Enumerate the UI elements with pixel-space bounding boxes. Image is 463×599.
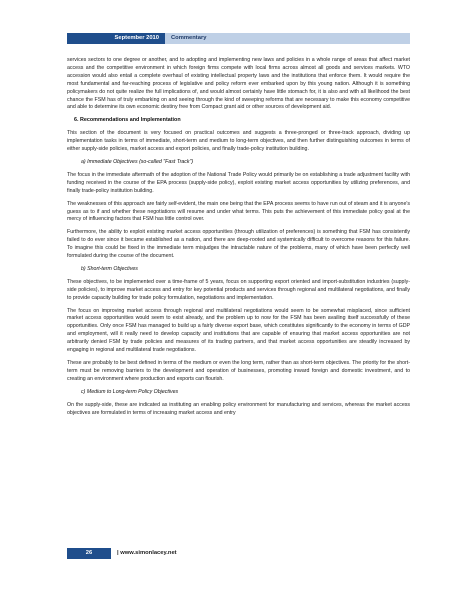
paragraph: On the supply-side, these are indicated as instituting an enabling policy environment for manufacturing and services, whereas the market access objectives are formulated in terms of increasing market access and entry: [67, 401, 410, 416]
header-date: September 2010: [67, 33, 165, 44]
header-section-title: Commentary: [171, 35, 207, 41]
subsection-heading: a) Immediate Objectives (so-called "Fast Track"): [81, 158, 194, 165]
page-footer: [67, 548, 410, 559]
document-body: [67, 57, 410, 422]
paragraph: services sectors to one degree or another, and to adopting and implementing new laws and policies in a whole range of areas that affect market access and the competitive environment in which foreign firms compete with local firms across almost all goods and services markets. WTO accession would also entail a complete overhaul of existing intellectual property laws and the institutions that enforce them. It would require the most fundamental and far-reaching process of legislative and policy reform ever embarked upon by this young nation. Although it is something policymakers do not quite realize the full implications of, and would almost certainly have little stomach for, it is also and with all likelihood the best chance the FSM has of truly embarking on and seeing through the kind of sweeping reforms that are necessary to make this economy competitive and able to determine its own economic destiny free from Compact grant aid or other sources of development aid.: [67, 57, 410, 111]
paragraph: The focus on improving market access through regional and multilateral negotiations would seem to be somewhat misplaced, since sufficient market access opportunities would seem to exist already, and the problem up to now for the FSM has been availing itself successfully of these opportunities. Only once FSM has managed to build up a fairly diverse export base, which constitutes significantly to the economy in terms of GDP and employment, will it really need to develop capacity and institutions that are capable of ensuring that market access opportunities are not arbitrarily denied FSM by trade policies and measures of its trading partners, and that market access opportunities are steadily increased by engaging in regional and multilateral trade negotiations.: [67, 307, 410, 354]
page-header: [67, 33, 410, 44]
section-heading: 6. Recommendations and Implementation: [74, 117, 181, 124]
subsection-heading: b) Short-term Objectives: [81, 265, 138, 272]
page-number: 26: [67, 548, 111, 559]
subsection-heading: c) Medium to Long-term Policy Objectives: [81, 388, 179, 395]
paragraph: This section of the document is very focused on practical outcomes and suggests a three-pronged or three-track approach, dividing up implementation tasks in terms of immediate, short-term and medium to long-term objectives, and then further distinguishing outcomes in terms of either supply-side policies, market access and export policies, and finally trade-policy institution building.: [67, 130, 410, 153]
paragraph: The weaknesses of this approach are fairly self-evident, the main one being that the EPA process seems to have run out of steam and it is anyone's guess as to if and whether these negotiations will resume and under what terms. This puts the achievement of this immediate policy goal at the mercy of influencing factors that FSM has little control over.: [67, 200, 410, 223]
footer-website-link[interactable]: | www.simonlacey.net: [117, 550, 177, 556]
paragraph: Furthermore, the ability to exploit existing market access opportunities (through utilization of preferences) is something that FSM has consistently failed to do ever since it became established as a nation, and there are deep-rooted and systemically difficult to overcome reasons for this failure. To imagine this could be fixed in the immediate term misjudges the intractable nature of the problems, many of which have been perfectly well formulated during the course of the document.: [67, 229, 410, 260]
paragraph: The focus in the immediate aftermath of the adoption of the National Trade Policy would primarily be on establishing a trade adjustment facility with funding received in the course of the EPA process (supply-side policy), exploit existing market access opportunities by utilizing preferences, and finally trade-policy institution building.: [67, 171, 410, 194]
paragraph: These are probably to be best defined in terms of the medium or even the long term, rather than as short-term objectives. The priority for the short-term must be removing barriers to the development and operation of businesses, promoting inward foreign and domestic investment, and to creating an environment where production and exports can flourish.: [67, 360, 410, 382]
paragraph: These objectives, to be implemented over a time-frame of 5 years, focus on supporting export oriented and import-substitution industries (supply-side policies), to improve market access and entry for key potential products and services through regional and multilateral negotiations, and finally to provide capacity building for trade policy formulation, negotiations and implementation.: [67, 278, 410, 301]
